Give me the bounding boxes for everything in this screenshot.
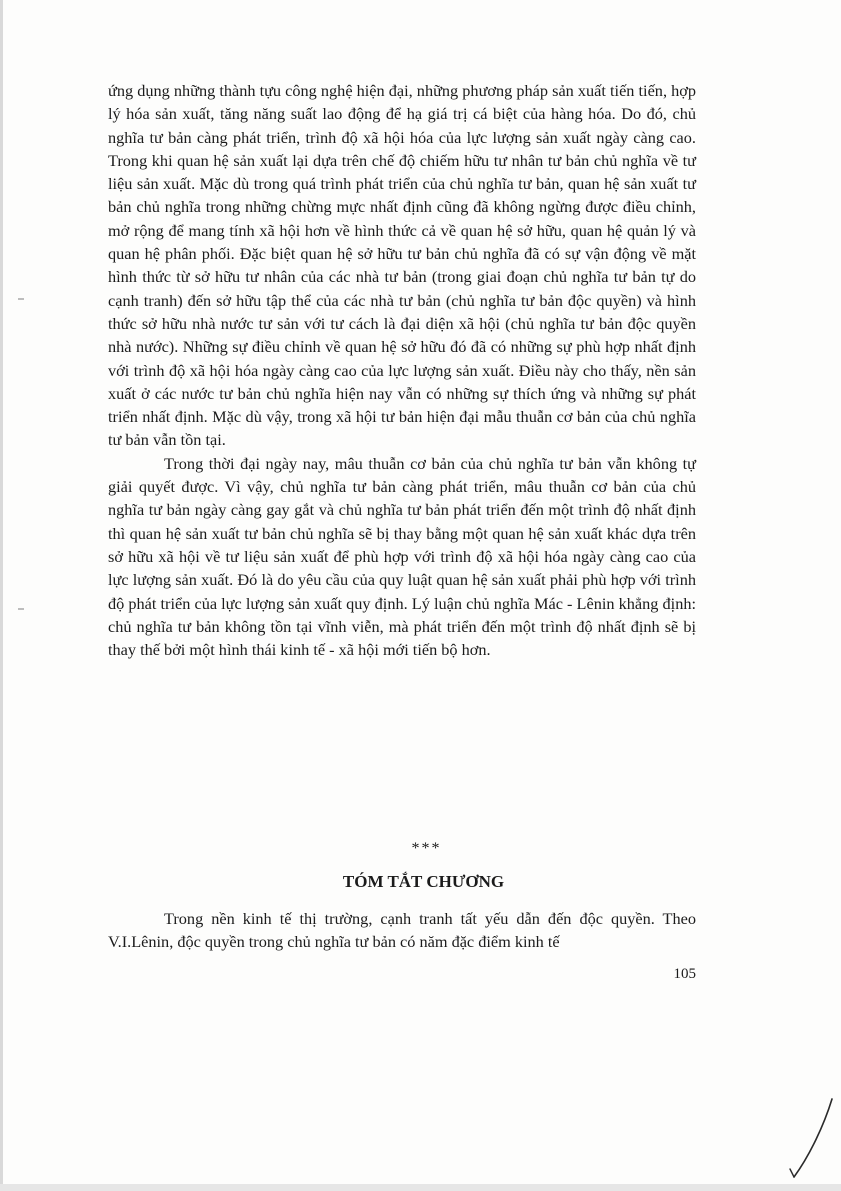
page-number: 105 [673,966,696,982]
section-heading: TÓM TẮT CHƯƠNG [342,872,505,891]
paragraph: Trong nền kinh tế thị trường, cạnh tranh tất yếu dẫn đến độc quyền. Theo V.I.Lênin, độc quyền trong chủ nghĩa tư bản có năm đặc điểm kinh tế [108,909,696,952]
summary-text [108,907,696,954]
scan-speck [18,298,24,300]
scan-left-edge [0,0,3,1191]
scan-bottom-edge [0,1184,841,1191]
paragraph: Trong thời đại ngày nay, mâu thuẫn cơ bản của chủ nghĩa tư bản vẫn không tự giải quyết được. Vì vậy, chủ nghĩa tư bản càng phát triển, mâu thuẫn cơ bản của chủ nghĩa tư bản ngày càng gay gắt và chủ nghĩa tư bản phát triển đến một trình độ nhất định thì quan hệ sản xuất tư bản chủ nghĩa sẽ bị thay bằng một quan hệ sản xuất khác dựa trên sở hữu xã hội về tư liệu sản xuất để phù hợp với trình độ xã hội hóa ngày càng cao của lực lượng sản xuất. Đó là do yêu cầu của quy luật quan hệ sản xuất phải phù hợp với trình độ phát triển của lực lượng sản xuất quy định. Lý luận chủ nghĩa Mác - Lênin khẳng định: chủ nghĩa tư bản không tồn tại vĩnh viễn, mà phát triển đến một trình độ nhất định sẽ bị thay thế bởi một hình thái kinh tế - xã hội mới tiến bộ hơn. [108,453,696,660]
pen-stroke-mark [780,1095,840,1185]
section-separator: *** [411,840,442,857]
scan-speck [18,608,24,610]
paragraph: ứng dụng những thành tựu công nghệ hiện đại, những phương pháp sản xuất tiến tiến, hợp lý hóa sản xuất, tăng năng suất lao động để hạ giá trị cá biệt của hàng hóa. Do đó, chủ nghĩa tư bản càng phát triển, trình độ xã hội hóa của lực lượng sản xuất ngày càng cao. Trong khi quan hệ sản xuất lại dựa trên chế độ chiếm hữu tư nhân tư bản chủ nghĩa về tư liệu sản xuất. Mặc dù trong quá trình phát triển của chủ nghĩa tư bản, quan hệ sản xuất tư bản chủ nghĩa trong những chừng mực nhất định cũng đã không ngừng được điều chỉnh, mở rộng để mang tính xã hội hơn về hình thức cả về quan hệ sở hữu, quan hệ quản lý và quan hệ phân phối. Đặc biệt quan hệ sở hữu tư bản chủ nghĩa đã có sự vận động về mặt hình thức từ sở hữu tư nhân của các nhà tư bản (trong giai đoạn chủ nghĩa tư bản tự do cạnh tranh) đến sở hữu tập thể của các nhà tư bản (chủ nghĩa tư bản độc quyền) và hình thức sở hữu nhà nước tư sản với tư cách là đại diện xã hội (chủ nghĩa tư bản độc quyền nhà nước). Những sự điều chỉnh về quan hệ sở hữu đó đã có những sự phù hợp nhất định với trình độ xã hội hóa ngày càng cao của lực lượng sản xuất. Điều này cho thấy, nền sản xuất ở các nước tư bản chủ nghĩa hiện nay vẫn có những sự thích ứng và những sự phát triển nhất định. Mặc dù vậy, trong xã hội tư bản hiện đại mẫu thuẫn cơ bản của chủ nghĩa tư bản vẫn tồn tại. [108,81,696,450]
main-text [108,79,696,661]
